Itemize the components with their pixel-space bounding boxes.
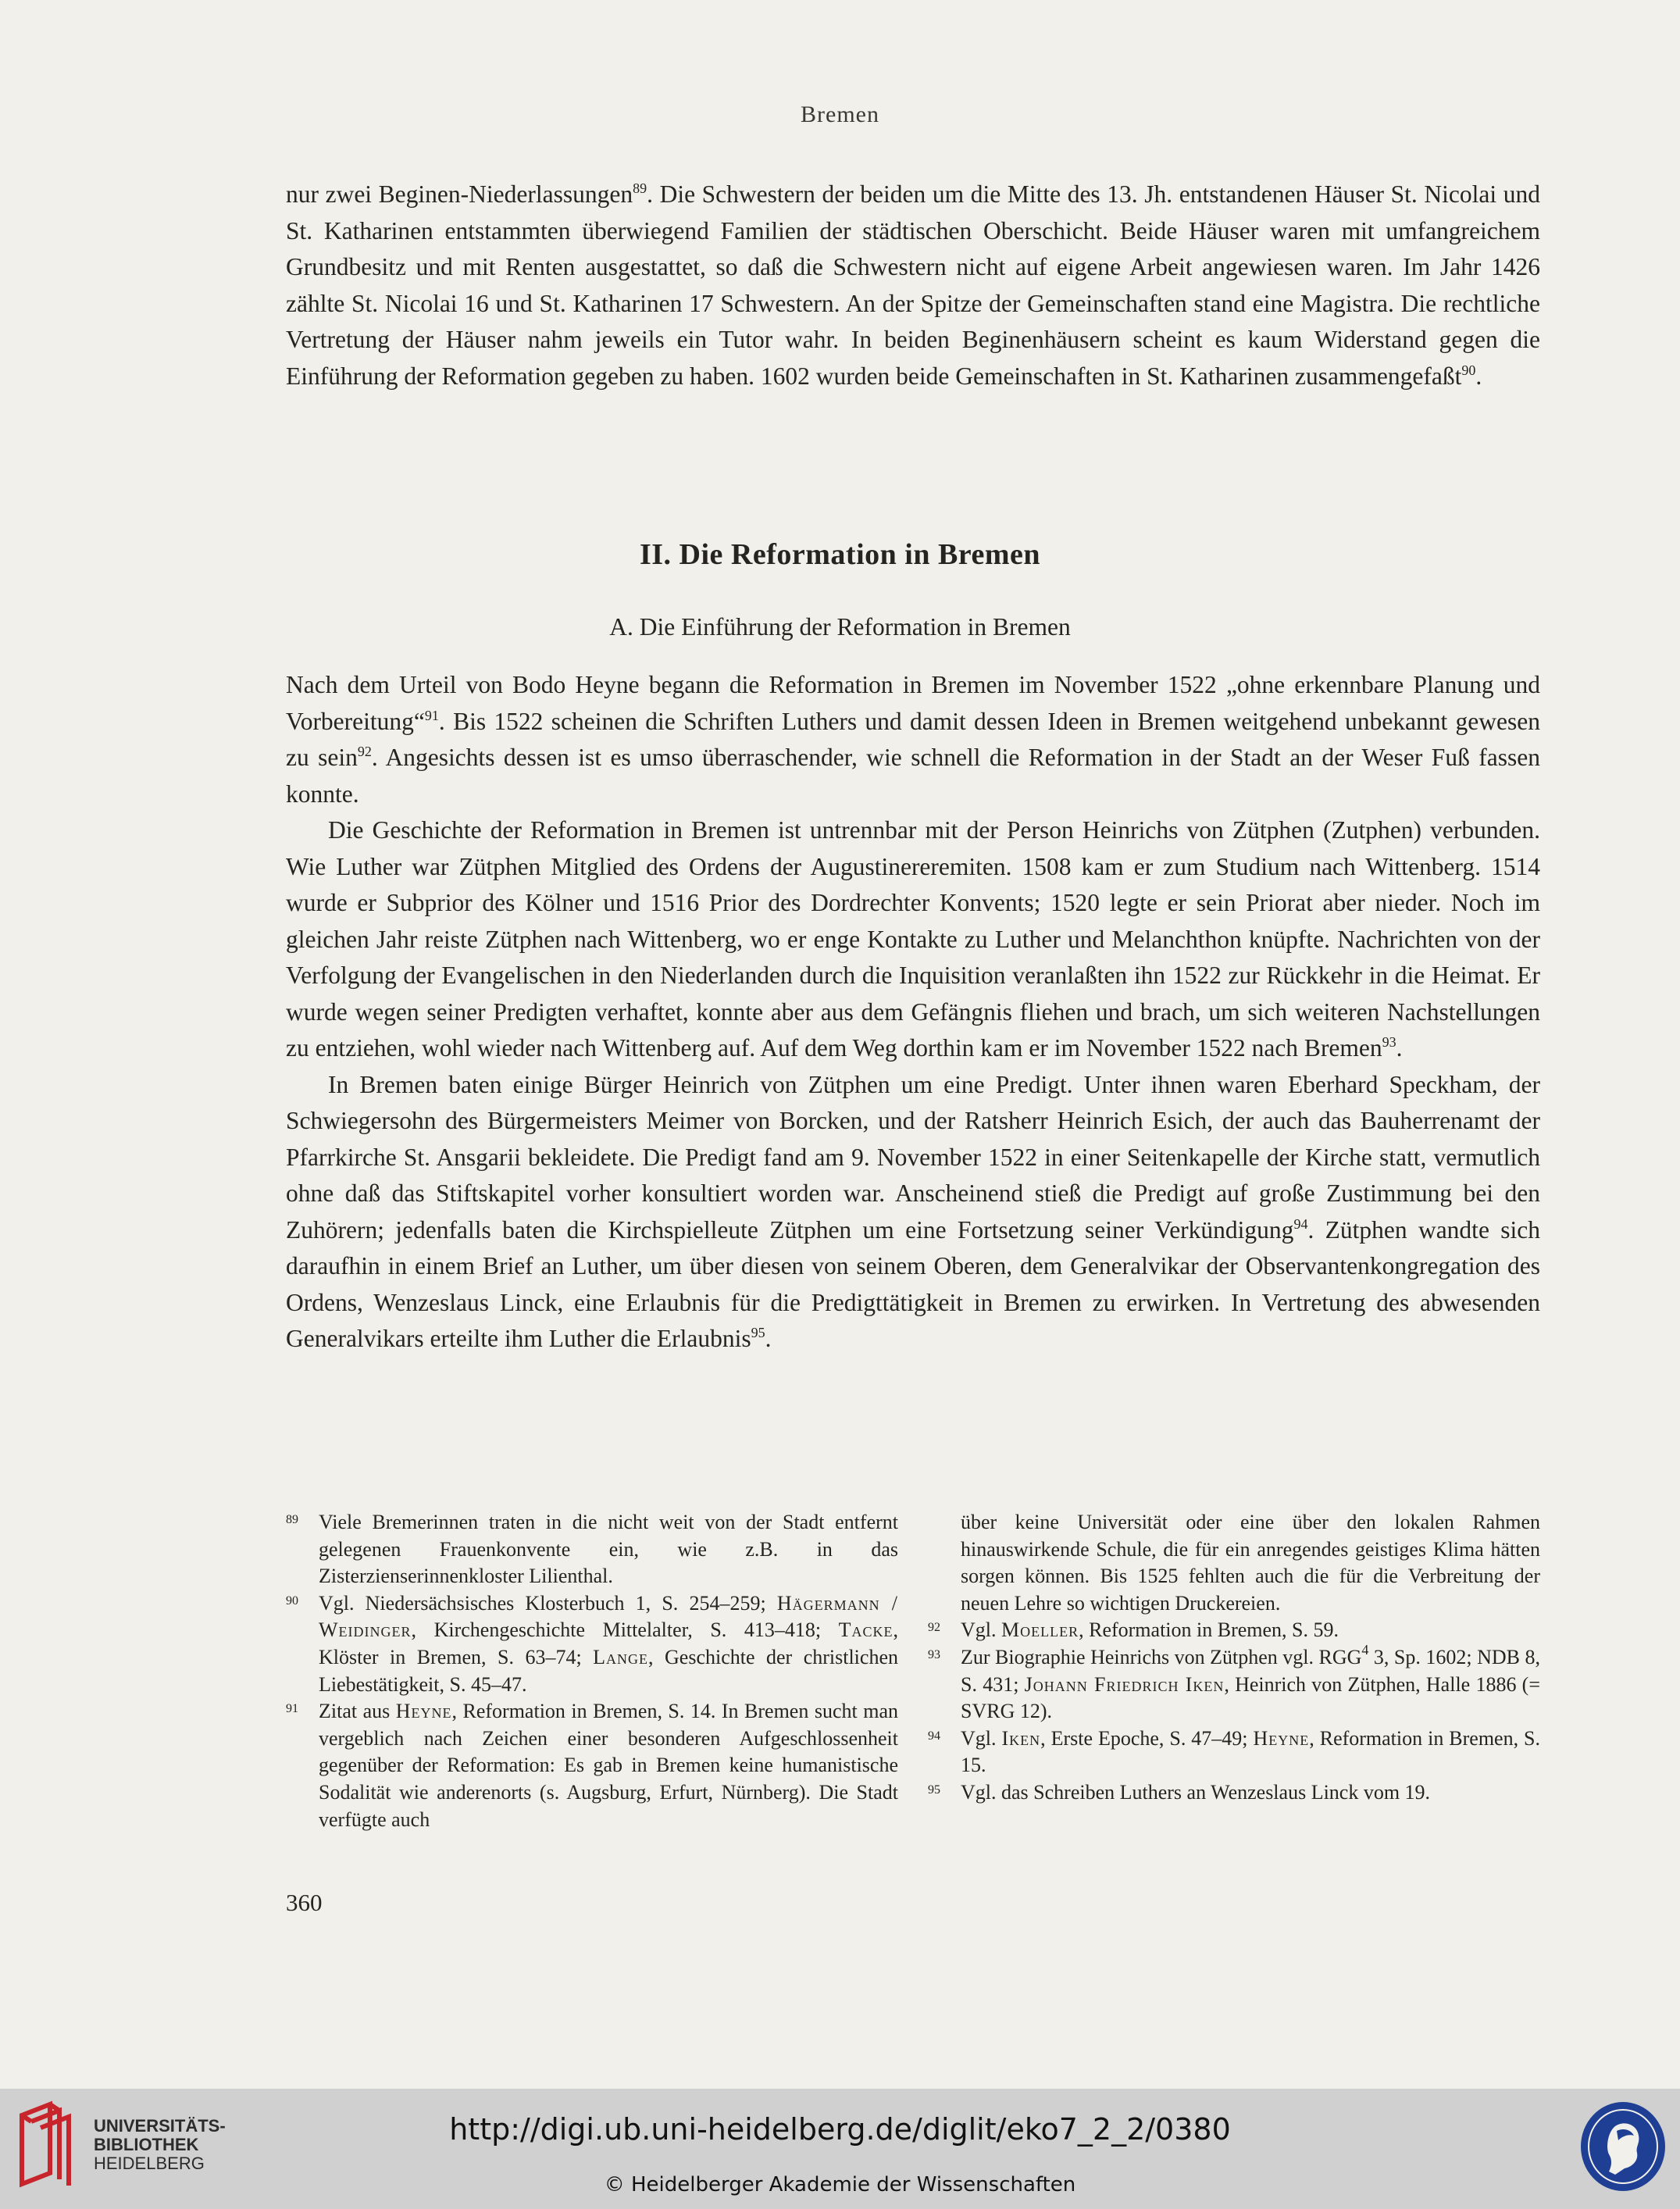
body-text-main (286, 667, 1540, 1358)
footnote-reference: 93 (1382, 1034, 1396, 1050)
text-run: . (1396, 1034, 1403, 1062)
footnote (928, 1641, 1540, 1725)
footnotes-right-column (928, 1509, 1540, 1807)
author-name: Johann Friedrich Iken (1024, 1672, 1225, 1696)
text-run: Zur Biographie Heinrichs von Zütphen vgl. RGG (961, 1645, 1362, 1668)
footnote-reference: 94 (1293, 1215, 1308, 1232)
text-run: . (1475, 362, 1482, 390)
footnote (286, 1509, 898, 1590)
footnote-number: 89 (286, 1513, 298, 1526)
text-run: , Klöster in Bremen, S. 63–74; (319, 1618, 898, 1668)
author-name: Heyne (1253, 1726, 1310, 1750)
author-name: Tacke (838, 1618, 894, 1642)
footnote (928, 1779, 1540, 1807)
text-run: nur zwei Beginen-Niederlassungen (286, 180, 633, 208)
text-run: Vgl. (961, 1726, 1002, 1750)
paragraph-4 (286, 1067, 1540, 1358)
text-run: Vgl. Niedersächsisches Klosterbuch 1, S. 254–259; (319, 1591, 777, 1615)
academy-seal-icon[interactable] (1578, 2100, 1668, 2193)
footnote-reference: 91 (424, 707, 439, 723)
footnote-number: 94 (928, 1729, 940, 1743)
library-name-line-1: UNIVERSITÄTS- (94, 2116, 226, 2136)
footnote-reference: 95 (751, 1325, 765, 1340)
paragraph-1 (286, 177, 1540, 394)
footnote (286, 1698, 898, 1833)
footnotes-left-column (286, 1509, 898, 1833)
body-text-top (286, 177, 1540, 394)
document-url-link[interactable]: http://digi.ub.uni-heidelberg.de/diglit/eko7_2_2/0380 (449, 2112, 1231, 2147)
text-run: Zitat aus (319, 1700, 396, 1723)
author-name: Iken (1001, 1726, 1041, 1750)
section-title: II. Die Reformation in Bremen (639, 538, 1040, 571)
text-run: Vgl. (961, 1618, 1001, 1642)
text-run: . Bis 1522 scheinen die Schriften Luthers und damit dessen Ideen in Bremen weitgehend unbekannt gewesen zu sein (286, 707, 1540, 771)
footnote-reference: 92 (357, 744, 372, 759)
text-run: In Bremen baten einige Bürger Heinrich von Zütphen um eine Predigt. Unter ihnen waren Eberhard Speckham, der Schwiegersohn des Bürgermeisters Meimer von Borcken, und der Ratsherr Heinrich Esich, der auch das Bauherrenamt der Pfarrkirche St. Ansgarii bekleidete. Die Predigt fand am 9. November 1522 in einer Seitenkapelle der Kirche statt, vermutlich ohne daß das Stiftskapitel vorher konsultiert worden war. Anscheinend stieß die Predigt auf große Zustimmung bei den Zuhörern; jedenfalls baten die Kirchspielleute Zütphen um eine Fortsetzung seiner Verkündigung (286, 1070, 1540, 1244)
page-number: 360 (286, 1889, 323, 1916)
paragraph-3 (286, 812, 1540, 1067)
text-run: , Heinrich von Zütphen, Halle 1886 (= SVRG 12). (961, 1672, 1540, 1723)
paragraph-2 (286, 667, 1540, 812)
footnote (928, 1725, 1540, 1779)
library-name-line-3: HEIDELBERG (94, 2154, 205, 2173)
copyright-notice: © Heidelberger Akademie der Wissenschaften (604, 2173, 1076, 2197)
footnote-number: 92 (928, 1621, 940, 1635)
footnote (928, 1509, 1540, 1617)
text-run: , Reformation in Bremen, S. 15. (961, 1726, 1540, 1777)
text-run: 3, Sp. 1602; NDB 8, S. 431; (961, 1645, 1540, 1696)
text-run: Die Geschichte der Reformation in Bremen ist untrennbar mit der Person Heinrichs von Zütphen (Zutphen) verbunden. Wie Luther war Zütphen Mitglied des Ordens der Augustinereremiten. 1508 kam er zum Studium nach Wittenberg. 1514 wurde er Subprior des Kölner und 1516 Prior des Dordrechter Konvents; 1520 legte er sein Priorat aber nieder. Noch im gleichen Jahr reiste Zütphen nach Wittenberg, wo er enge Kontakte zu Luther und Melanchthon knüpfte. Nachrichten von der Verfolgung der Evangelischen in den Niederlanden durch die Inquisition veranlaßten ihn 1522 zur Rückkehr in die Heimat. Er wurde wegen seiner Predigten verhaftet, konnte aber aus dem Gefängnis fliehen und brach, um sich weiteren Nachstellungen zu entziehen, wohl wieder nach Wittenberg auf. Auf dem Weg dorthin kam er im November 1522 nach Bremen (286, 816, 1540, 1062)
text-run: Viele Bremerinnen traten in die nicht weit von der Stadt entfernt gelegenen Frauenkonvente ein, wie z.B. in das Zisterzienserinnenkloster Lilienthal. (319, 1511, 898, 1588)
text-run: , Kirchengeschichte Mittelalter, S. 413–418; (411, 1618, 839, 1642)
footnote (286, 1590, 898, 1698)
text-run: . Angesichts dessen ist es umso überraschender, wie schnell die Reformation in der Stadt an der Weser Fuß fassen konnte. (286, 744, 1540, 808)
footnote-reference: 4 (1361, 1641, 1369, 1658)
footnote (928, 1617, 1540, 1644)
author-name: Heyne (395, 1700, 452, 1723)
running-head: Bremen (801, 102, 879, 127)
library-name-line-2: BIBLIOTHEK (94, 2135, 199, 2154)
footnote-reference: 90 (1461, 362, 1476, 378)
text-run: , Reformation in Bremen, S. 59. (1079, 1618, 1339, 1642)
subsection-title: A. Die Einführung der Reformation in Bremen (609, 613, 1071, 641)
author-name: Hägermann / Weidinger (319, 1591, 898, 1642)
text-run: , Reformation in Bremen, S. 14. In Bremen sucht man vergeblich nach Zeichen einer besonderen Aufgeschlossenheit gegenüber der Reformation: Es gab in Bremen keine humanistische Sodalität wie anderenorts (s. Augsburg, Erfurt, Nürnberg). Die Stadt verfügte auch (319, 1700, 898, 1831)
text-run: über keine Universität oder eine über den lokalen Rahmen hinauswirkende Schule, die für ein anregendes geistiges Klima hätten sorgen können. Bis 1525 fehlten auch die für die Verbreitung der neuen Lehre so wichtigen Druckereien. (961, 1511, 1540, 1615)
footnote-number: 90 (286, 1593, 298, 1608)
footnote-number: 95 (928, 1783, 940, 1797)
author-name: Moeller (1001, 1618, 1079, 1642)
text-run: . Zütphen wandte sich daraufhin in einem Brief an Luther, um über diesen von seinem Oberen, dem Generalvikar der Observantenkongregation des Ordens, Wenzeslaus Linck, eine Erlaubnis für die Predigttätigkeit in Bremen zu erwirken. In Vertretung des abwesenden Generalvikars erteilte ihm Luther die Erlaubnis (286, 1215, 1540, 1352)
footnote-number: 91 (286, 1702, 298, 1716)
text-run: , Geschichte der christlichen Liebestätigkeit, S. 45–47. (319, 1645, 898, 1696)
text-run: . Die Schwestern der beiden um die Mitte des 13. Jh. entstandenen Häuser St. Nicolai und St. Katharinen entstammten überwiegend Familien der städtischen Oberschicht. Beide Häuser waren mit umfangreichem Grundbesitz und mit Renten ausgestattet, so daß die Schwestern nicht auf eigene Arbeit angewiesen waren. Im Jahr 1426 zählte St. Nicolai 16 und St. Katharinen 17 Schwestern. An der Spitze der Gemeinschaften stand eine Magistra. Die rechtliche Vertretung der Häuser nahm jeweils ein Tutor wahr. In beiden Beginenhäusern scheint es kaum Widerstand gegen die Einführung der Reformation gegeben zu haben. 1602 wurden beide Gemeinschaften in St. Katharinen zusammengefaßt (286, 180, 1540, 390)
text-run: Nach dem Urteil von Bodo Heyne begann die Reformation in Bremen im November 1522 „ohne erkennbare Planung und Vorbereitung“ (286, 671, 1540, 735)
author-name: Lange (593, 1645, 649, 1668)
footnote-reference: 89 (633, 180, 647, 196)
footnote-number: 93 (928, 1647, 940, 1661)
text-run: . (765, 1325, 772, 1352)
text-run: , Erste Epoche, S. 47–49; (1040, 1726, 1254, 1750)
text-run: Vgl. das Schreiben Luthers an Wenzeslaus Linck vom 19. (961, 1780, 1431, 1804)
